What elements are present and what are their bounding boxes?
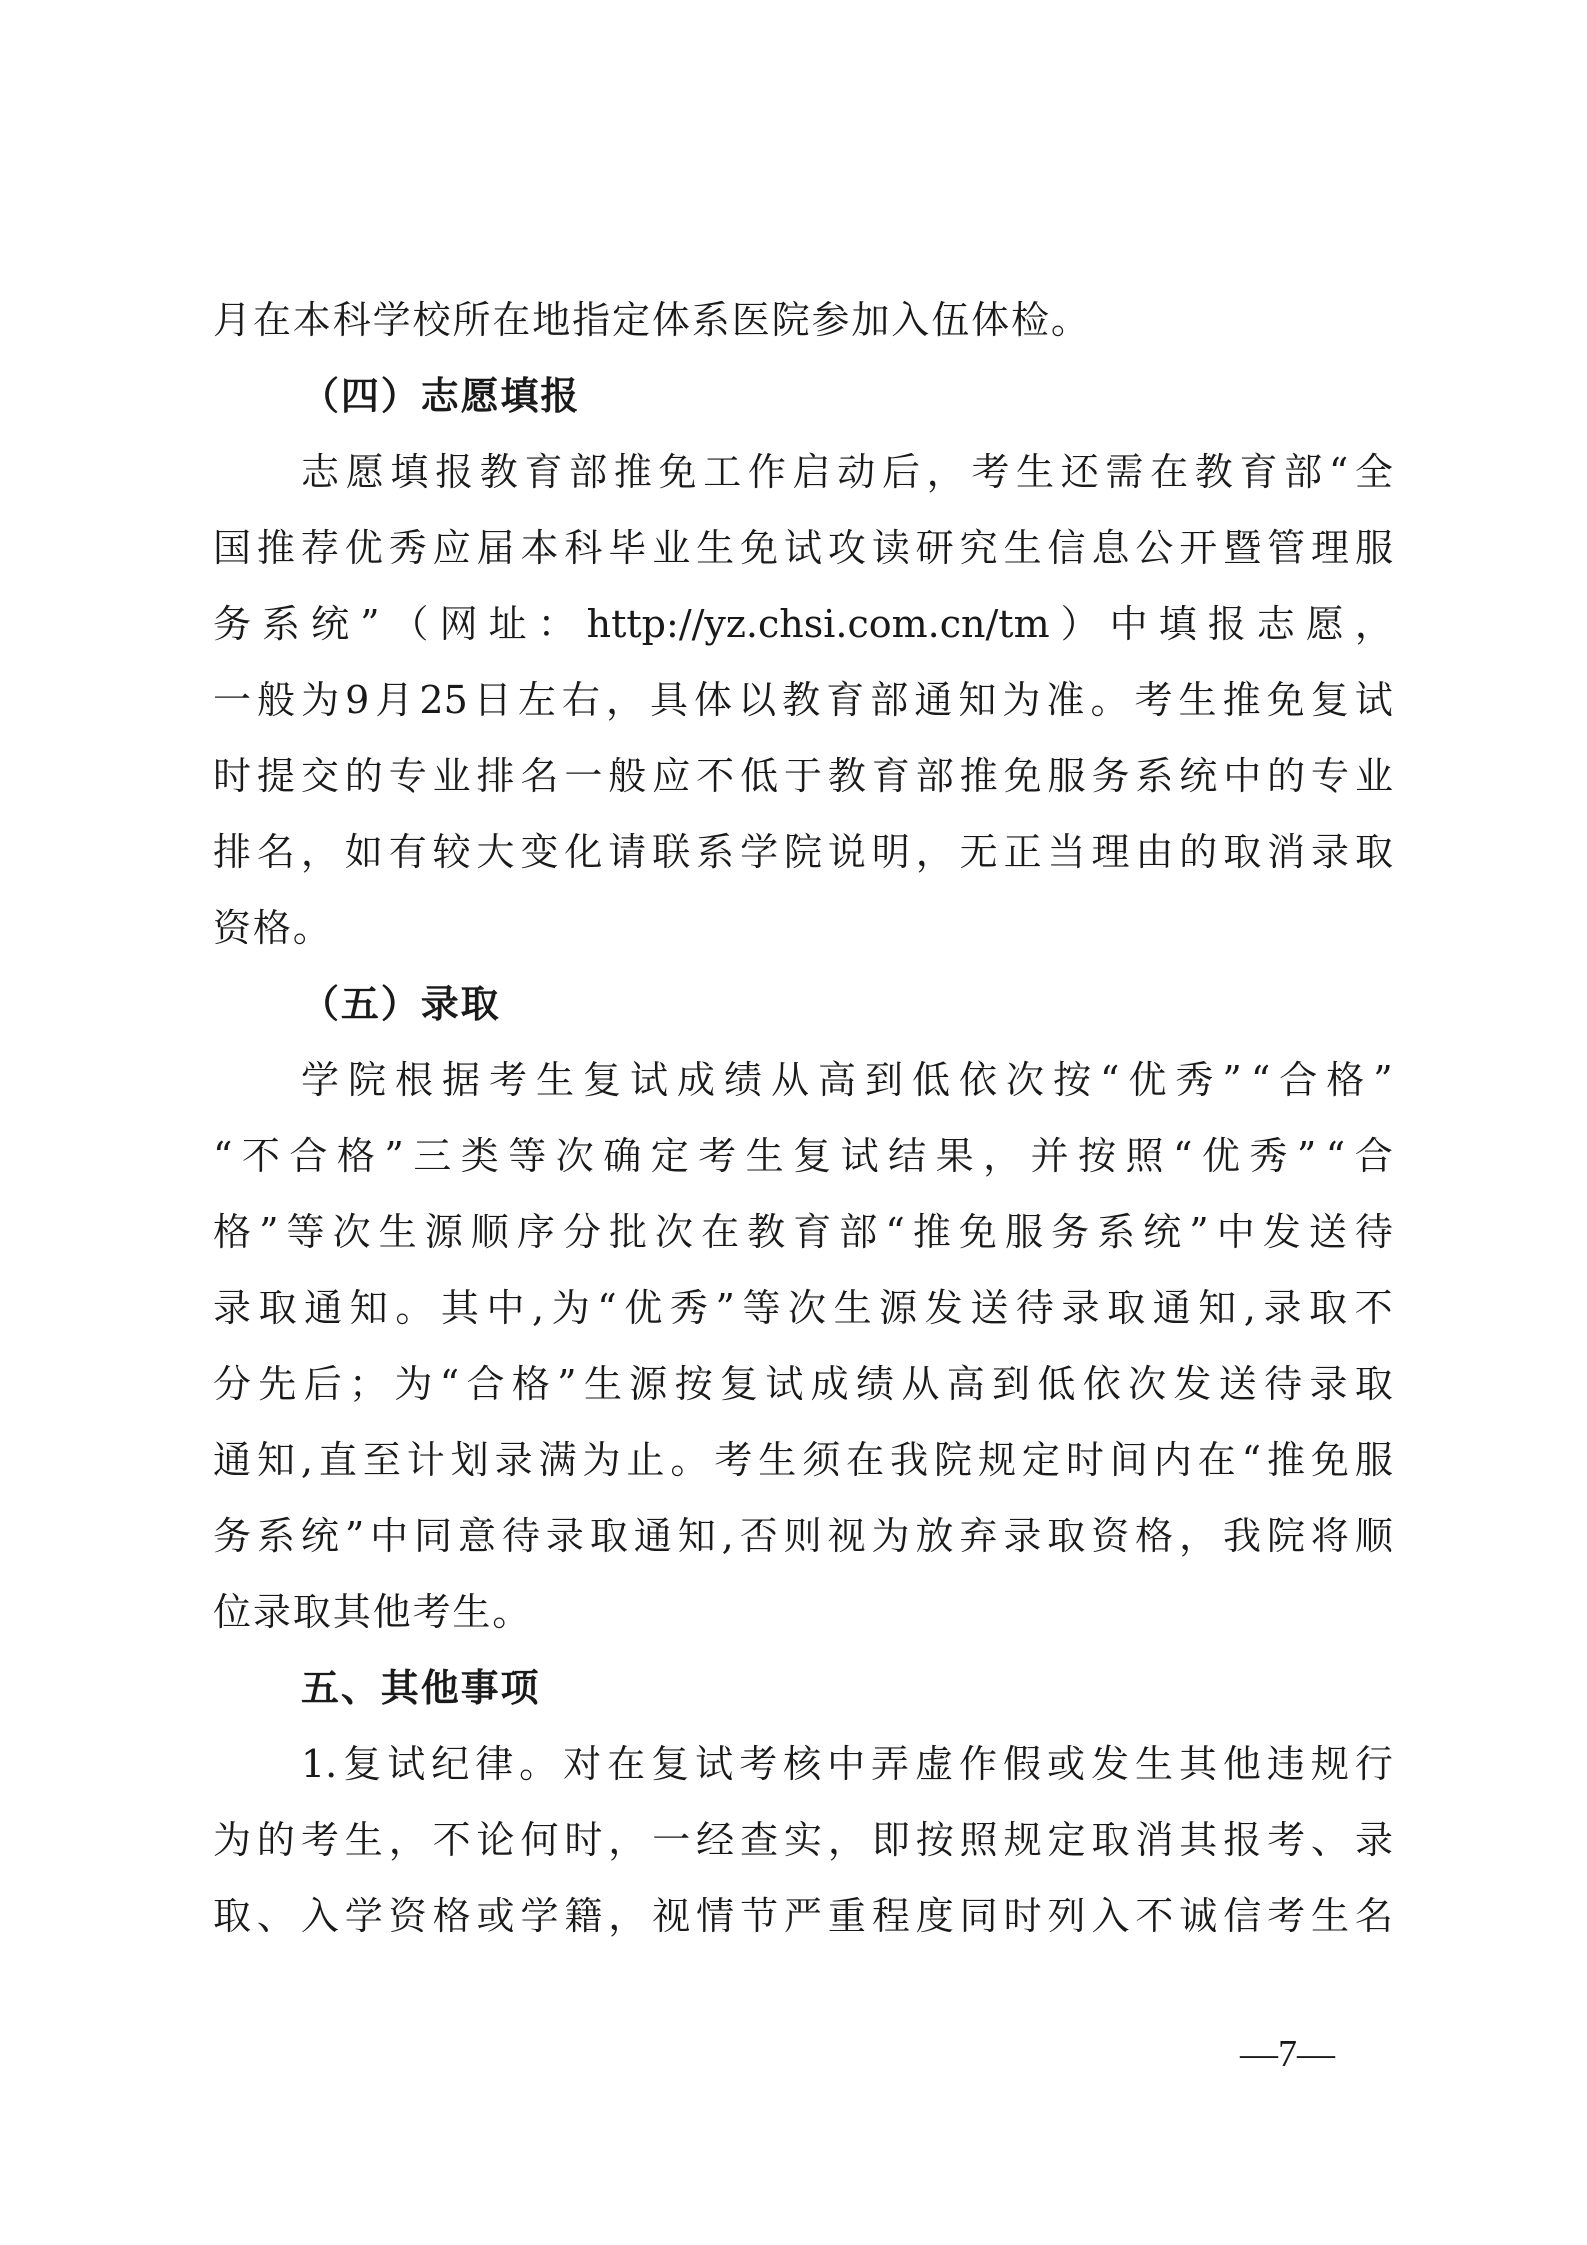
text-line: 志 愿 填 报 教 育 部 推 免 工 作 启 动 后 ， 考 生 还 需 在 教 育 部 “ 全: [301, 450, 1393, 494]
text-line: 格 ” 等 次 生 源 顺 序 分 批 次 在 教 育 部 “ 推 免 服 务 系 统 ” 中 发 送 待: [213, 1210, 1393, 1254]
text-line: 录 取 通 知 。 其 中 , 为 “ 优 秀 ” 等 次 生 源 发 送 待 录 取 通 知 , 录 取 不: [213, 1286, 1393, 1330]
text-line: 位录取其他考生。: [213, 1590, 533, 1634]
section-heading-other-matters: 五、其他事项: [301, 1666, 541, 1710]
text-line: 为 的 考 生 ， 不 论 何 时 ， 一 经 查 实 ， 即 按 照 规 定 取 消 其 报 考 、 录: [213, 1818, 1393, 1862]
document-body: [213, 282, 1393, 1954]
text-line: 资格。: [213, 906, 333, 950]
text-line: 通 知 , 直 至 计 划 录 满 为 止 。 考 生 须 在 我 院 规 定 时 间 内 在 “ 推 免 服: [213, 1438, 1393, 1482]
text-line: 取 、 入 学 资 格 或 学 籍 ， 视 情 节 严 重 程 度 同 时 列 入 不 诚 信 考 生 名: [213, 1894, 1393, 1938]
text-line: 务 系 统 ” 中 同 意 待 录 取 通 知 , 否 则 视 为 放 弃 录 取 资 格 ， 我 院 将 顺: [213, 1514, 1393, 1558]
text-line: 时 提 交 的 专 业 排 名 一 般 应 不 低 于 教 育 部 推 免 服 务 系 统 中 的 专 业: [213, 754, 1393, 798]
text-line: 分 先 后 ； 为 “ 合 格 ” 生 源 按 复 试 成 绩 从 高 到 低 依 次 发 送 待 录 取: [213, 1362, 1393, 1406]
text-line: 一 般 为 9 月 25 日 左 右 ， 具 体 以 教 育 部 通 知 为 准 。 考 生 推 免 复 试: [213, 678, 1393, 722]
text-line: 排 名 ， 如 有 较 大 变 化 请 联 系 学 院 说 明 ， 无 正 当 理 由 的 取 消 录 取: [213, 830, 1393, 874]
sub-heading-volunteer-application: （四）志愿填报: [301, 373, 581, 418]
text-line: 1. 复 试 纪 律 。 对 在 复 试 考 核 中 弄 虚 作 假 或 发 生 其 他 违 规 行: [301, 1742, 1393, 1786]
text-line-with-url: 务 系 统 ” （ 网 址 ： http://yz.chsi.com.cn/tm ） 中 填 报 志 愿 ，: [213, 602, 1393, 646]
text-line: 月在本科学校所在地指定体系医院参加入伍体检。: [213, 298, 1091, 342]
sub-heading-admission: （五）录取: [301, 981, 501, 1026]
page-number: —7—: [1240, 2033, 1335, 2075]
text-line: 国 推 荐 优 秀 应 届 本 科 毕 业 生 免 试 攻 读 研 究 生 信 息 公 开 暨 管 理 服: [213, 526, 1393, 570]
text-line: “ 不 合 格 ” 三 类 等 次 确 定 考 生 复 试 结 果 ， 并 按 照 “ 优 秀 ” “ 合: [213, 1134, 1393, 1178]
text-line: 学 院 根 据 考 生 复 试 成 绩 从 高 到 低 依 次 按 “ 优 秀 ” “ 合 格 ”: [301, 1058, 1393, 1102]
